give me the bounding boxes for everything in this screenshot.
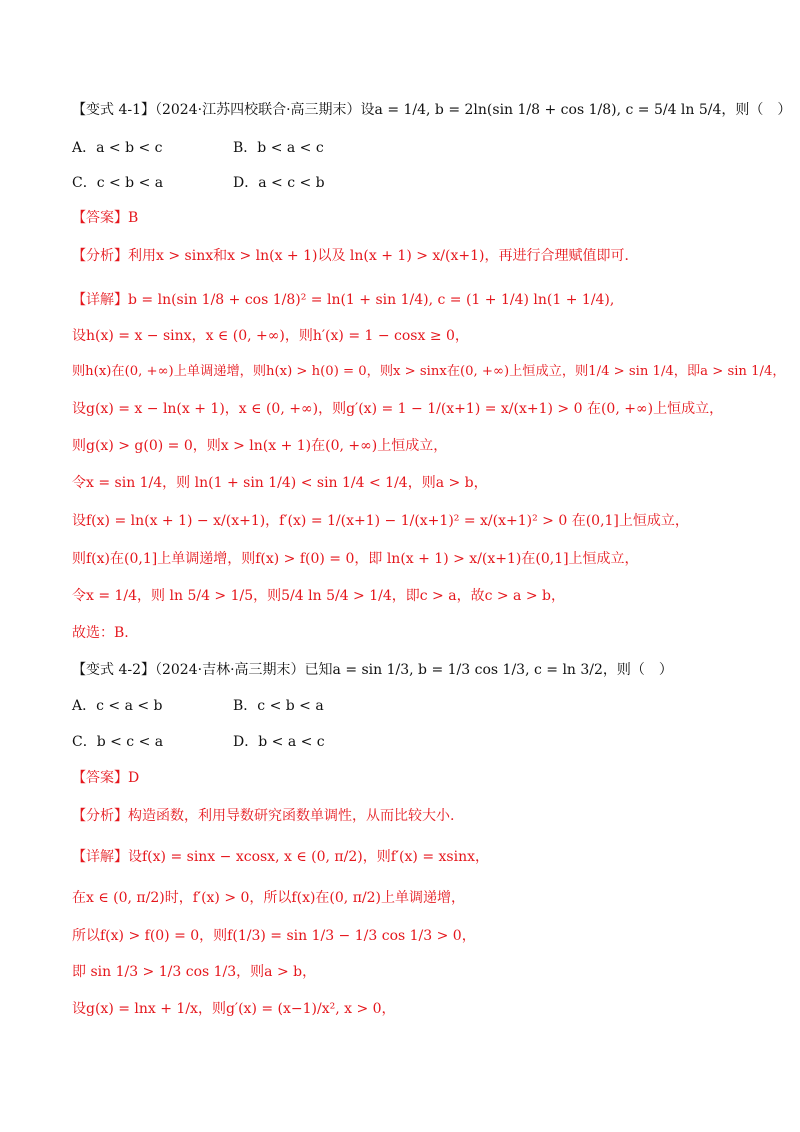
problem2-detail-line: 【详解】设f(x) = sinx − xcosx, x ∈ (0, π/2)，则f′(x) = xsinx， (72, 849, 489, 865)
problem1-detail-line: 设f(x) = ln(x + 1) − x/(x+1)，f′(x) = 1/(x+1) − 1/(x+1)² = x/(x+1)² > 0 在(0,1]上恒成立， (72, 513, 689, 529)
problem1-option-d: D．a < c < b (233, 175, 325, 191)
problem1-detail-line: 设h(x) = x − sinx，x ∈ (0, +∞)，则h′(x) = 1 − cosx ≥ 0， (72, 328, 469, 344)
problem2-detail-line: 所以f(x) > f(0) = 0，则f(1/3) = sin 1/3 − 1/3 cos 1/3 > 0， (72, 928, 476, 944)
problem1-option-a: A．a < b < c (72, 140, 163, 156)
problem2-analysis: 【分析】构造函数，利用导数研究函数单调性，从而比较大小. (72, 808, 455, 824)
problem2-detail-line: 在x ∈ (0, π/2)时，f′(x) > 0，所以f(x)在(0, π/2)上单调递增， (72, 890, 465, 906)
problem1-detail-line: 故选：B. (72, 625, 129, 641)
problem1-detail-line: 【详解】b = ln(sin 1/8 + cos 1/8)² = ln(1 + sin 1/4), c = (1 + 1/4) ln(1 + 1/4), (72, 292, 615, 308)
problem2-option-d: D．b < a < c (233, 734, 325, 750)
problem2-detail-line: 即 sin 1/3 > 1/3 cos 1/3，则a > b， (72, 964, 317, 980)
problem2-option-a: A．c < a < b (72, 698, 163, 714)
problem1-stem: 【变式 4-1】（2024·江苏四校联合·高三期末）设a = 1/4, b = 2ln(sin 1/8 + cos 1/8), c = 5/4 ln 5/4，则（ ） (72, 102, 792, 118)
problem2-stem: 【变式 4-2】（2024·吉林·高三期末）已知a = sin 1/3, b = 1/3 cos 1/3, c = ln 3/2，则（ ） (72, 662, 673, 678)
problem1-detail-line: 令x = sin 1/4，则 ln(1 + sin 1/4) < sin 1/4 < 1/4，则a > b， (72, 475, 488, 491)
problem1-option-c: C．c < b < a (72, 175, 164, 191)
problem2-detail-line: 设g(x) = lnx + 1/x，则g′(x) = (x−1)/x², x > 0， (72, 1001, 396, 1017)
problem1-detail-line: 设g(x) = x − ln(x + 1)，x ∈ (0, +∞)，则g′(x) = 1 − 1/(x+1) = x/(x+1) > 0 在(0, +∞)上恒成立， (72, 401, 724, 417)
problem1-detail-line: 则h(x)在(0, +∞)上单调递增，则h(x) > h(0) = 0，则x > sinx在(0, +∞)上恒成立，则1/4 > sin 1/4，即a > sin 1/4， (72, 364, 786, 379)
problem1-option-b: B．b < a < c (233, 140, 324, 156)
problem1-detail-line: 则g(x) > g(0) = 0，则x > ln(x + 1)在(0, +∞)上恒成立， (72, 438, 448, 454)
problem1-answer: 【答案】B (72, 210, 139, 226)
problem1-analysis: 【分析】利用x > sinx和x > ln(x + 1)以及 ln(x + 1) > x/(x+1)，再进行合理赋值即可． (72, 248, 639, 264)
problem2-answer: 【答案】D (72, 770, 140, 786)
problem1-detail-line: 令x = 1/4，则 ln 5/4 > 1/5，则5/4 ln 5/4 > 1/4，即c > a，故c > a > b， (72, 588, 565, 604)
problem2-option-b: B．c < b < a (233, 698, 324, 714)
problem2-option-c: C．b < c < a (72, 734, 164, 750)
problem1-detail-line: 则f(x)在(0,1]上单调递增，则f(x) > f(0) = 0，即 ln(x + 1) > x/(x+1)在(0,1]上恒成立， (72, 551, 639, 567)
